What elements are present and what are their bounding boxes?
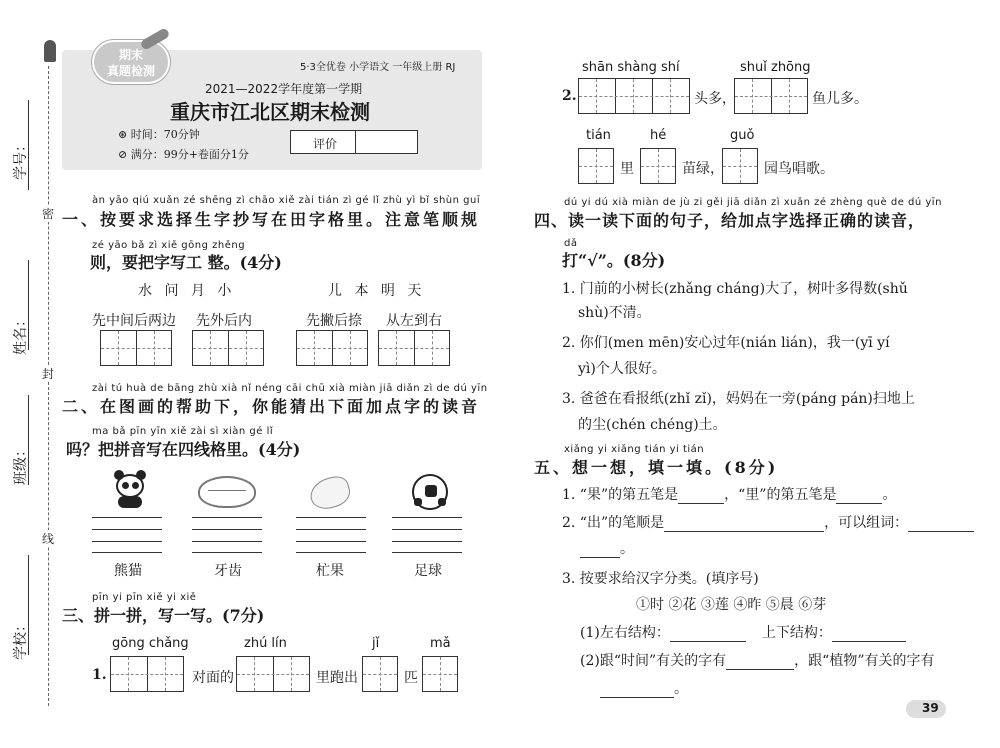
badge-line2: 真题检测 bbox=[106, 64, 155, 78]
tianzige-box[interactable] bbox=[378, 330, 450, 366]
answer-blank[interactable] bbox=[836, 490, 882, 504]
mango-icon bbox=[307, 473, 353, 512]
q3-r1-t3: 匹 bbox=[404, 670, 418, 686]
answer-blank[interactable] bbox=[678, 490, 724, 504]
q3-r3-t2: 苗绿， bbox=[682, 161, 724, 177]
rating-label: 评价 bbox=[313, 137, 338, 151]
q5-sub2-cont: 。 bbox=[600, 678, 688, 698]
check-icon: ⊘ bbox=[118, 148, 131, 161]
q5-sub2: (2)跟“时间”有关的字有 ，跟“植物”有关的字有 bbox=[580, 653, 935, 669]
tianzige-box[interactable] bbox=[100, 330, 172, 366]
four-line-grid[interactable] bbox=[92, 517, 162, 553]
tianzige-box[interactable] bbox=[640, 148, 676, 184]
q3-r1-t1: 对面的 bbox=[192, 670, 234, 686]
school-year: 2021—2022学年度第一学期 bbox=[205, 82, 363, 96]
q3-pinyin: pīn yi pīn xiě yi xiě bbox=[92, 592, 197, 603]
q5-line1: 1. “果”的第五笔是 ，“里”的第五笔是 。 bbox=[562, 487, 897, 503]
page-number-badge bbox=[906, 700, 946, 718]
q1-rule3: 先撇后捺 bbox=[306, 313, 362, 329]
q3-r3-t1: 里 bbox=[620, 161, 634, 177]
tianzige-box[interactable] bbox=[236, 656, 310, 692]
class-line bbox=[28, 395, 29, 485]
q3-title: 三、拼一拼，写一写。(7分) bbox=[62, 606, 265, 625]
answer-blank[interactable] bbox=[580, 544, 620, 558]
cut-line bbox=[48, 66, 49, 706]
q3-r2-t1: 头多， bbox=[694, 91, 736, 107]
answer-blank[interactable] bbox=[664, 518, 824, 532]
q2-label-panda: 熊猫 bbox=[114, 563, 142, 579]
series-label: 5·3全优卷 小学语文 一年级上册 RJ bbox=[300, 62, 456, 73]
q3-r3-py1: tián bbox=[586, 128, 611, 143]
q5-pinyin: xiǎng yi xiǎng tián yi tián bbox=[564, 444, 705, 455]
q2-title2: 吗？把拼音写在四线格里。(4分) bbox=[66, 440, 301, 459]
q5-line3: 3. 按要求给汉字分类。(填序号) bbox=[562, 571, 759, 587]
q2-pinyin2: ma bǎ pīn yīn xiě zài sì xiàn gé lǐ bbox=[92, 426, 274, 437]
q3-r1-t2: 里跑出 bbox=[316, 670, 358, 686]
q4-item2-cont[interactable]: yì)个人很好。 bbox=[578, 361, 666, 377]
q3-r3-py3: guǒ bbox=[730, 128, 755, 143]
q4-title2: 打“√”。(8分) bbox=[562, 251, 666, 270]
q1-pinyin: àn yāo qiú xuǎn zé shēng zì chāo xiě zài tián zì gé lǐ zhù yì bǐ shùn guī bbox=[92, 195, 481, 206]
q3-r1-py2: zhú lín bbox=[244, 636, 287, 651]
q2-pinyin: zài tú huà de bāng zhù xià nǐ néng cāi chū xià miàn jiā diǎn zì de dú yīn bbox=[92, 383, 488, 394]
seal-feng: 封 bbox=[42, 367, 55, 381]
tianzige-box[interactable] bbox=[192, 330, 264, 366]
q5-options: ①时 ②花 ③莲 ④昨 ⑤晨 ⑥芽 bbox=[636, 597, 827, 613]
tianzige-box[interactable] bbox=[296, 330, 368, 366]
q4-item3-cont[interactable]: 的尘(chén chéng)土。 bbox=[578, 417, 727, 433]
football-icon bbox=[412, 474, 448, 510]
answer-blank[interactable] bbox=[726, 656, 794, 670]
q3-r2-t2: 鱼儿多。 bbox=[812, 91, 868, 107]
tianzige-box[interactable] bbox=[110, 656, 184, 692]
four-line-grid[interactable] bbox=[296, 517, 366, 553]
q1-title2: 则，要把字写工 整。(4分) bbox=[90, 253, 282, 272]
q3-r3-py2: hé bbox=[650, 128, 667, 143]
student-id-line bbox=[28, 100, 29, 190]
q4-item1-cont[interactable]: shù)不清。 bbox=[578, 305, 651, 321]
q2-label-football: 足球 bbox=[414, 563, 442, 579]
name-label: 姓名： bbox=[13, 313, 29, 355]
q3-r2-num: 2. bbox=[562, 88, 577, 104]
tianzige-box[interactable] bbox=[422, 656, 458, 692]
q2-label-mango: 杧果 bbox=[316, 563, 344, 579]
answer-blank[interactable] bbox=[832, 628, 906, 642]
q2-title: 二、在图画的帮助下，你能猜出下面加点字的读音 bbox=[62, 397, 481, 416]
tianzige-box[interactable] bbox=[362, 656, 398, 692]
q1-chars-right: 儿 本 明 天 bbox=[328, 283, 422, 299]
tianzige-box[interactable] bbox=[722, 148, 758, 184]
q2-label-teeth: 牙齿 bbox=[214, 563, 242, 579]
q5-line2: 2. “出”的笔顺是 ，可以组词： bbox=[562, 512, 974, 532]
tianzige-box[interactable] bbox=[578, 78, 690, 114]
class-label: 班级： bbox=[13, 443, 29, 485]
q1-rule2: 先外后内 bbox=[196, 313, 252, 329]
name-line bbox=[28, 260, 29, 350]
teeth-icon bbox=[198, 476, 256, 508]
answer-blank[interactable] bbox=[600, 684, 674, 698]
seal-xian: 线 bbox=[42, 532, 55, 546]
q1-pinyin2: zé yāo bǎ zì xiě gōng zhěng bbox=[92, 240, 246, 251]
full-score: ⊘ 满分：99分+卷面分1分 bbox=[118, 148, 249, 161]
tianzige-box[interactable] bbox=[578, 148, 614, 184]
page-title: 重庆市江北区期末检测 bbox=[170, 100, 370, 124]
badge-line1: 期末 bbox=[118, 48, 143, 62]
q3-r2-py2: shuǐ zhōng bbox=[740, 60, 811, 75]
four-line-grid[interactable] bbox=[392, 517, 462, 553]
school-label: 学校： bbox=[13, 618, 29, 660]
q1-rule1: 先中间后两边 bbox=[92, 313, 176, 329]
page-number: 39 bbox=[922, 701, 939, 715]
clock-icon: ⊛ bbox=[118, 128, 131, 141]
q1-title: 一、按要求选择生字抄写在田字格里。注意笔顺规 bbox=[62, 210, 481, 229]
q4-pinyin2: dǎ bbox=[564, 238, 578, 249]
rocket-icon bbox=[44, 40, 56, 62]
time-limit: ⊛ 时间：70分钟 bbox=[118, 128, 200, 141]
q4-pinyin: dú yi dú xià miàn de jù zi gěi jiā diǎn zì xuǎn zé zhèng què de dú yīn bbox=[564, 197, 942, 208]
q5-sub1: (1)左右结构： 上下结构： bbox=[580, 622, 906, 642]
q4-item1[interactable]: 1. 门前的小树长(zhǎng cháng)大了，树叶多得数(shǔ bbox=[562, 281, 908, 297]
q4-title: 四、读一读下面的句子，给加点字选择正确的读音， bbox=[534, 211, 926, 230]
seal-mi: 密 bbox=[42, 207, 55, 221]
q3-r1-py3: jǐ bbox=[372, 636, 380, 651]
q4-item3[interactable]: 3. 爸爸在看报纸(zhǐ zǐ)，妈妈在一旁(páng pán)扫地上 bbox=[562, 391, 915, 407]
q3-r3-t3: 园鸟唱歌。 bbox=[764, 161, 834, 177]
school-line bbox=[28, 555, 29, 655]
q4-item2[interactable]: 2. 你们(men mēn)安心过年(nián lián)，我一(yī yí bbox=[562, 335, 890, 351]
q3-r1-py4: mǎ bbox=[430, 636, 451, 651]
four-line-grid[interactable] bbox=[192, 517, 262, 553]
rating-box[interactable] bbox=[290, 130, 418, 154]
q3-r1-py1: gōng chǎng bbox=[112, 636, 189, 651]
q1-rule4: 从左到右 bbox=[386, 313, 442, 329]
rating-divider bbox=[355, 131, 356, 153]
q5-title: 五、想一想，填一填。(8分) bbox=[534, 458, 779, 477]
tianzige-box[interactable] bbox=[734, 78, 808, 114]
badge bbox=[92, 40, 170, 84]
student-id-label: 学号： bbox=[13, 138, 29, 180]
q1-chars-left: 水 问 月 小 bbox=[138, 283, 232, 299]
panda-icon bbox=[112, 468, 148, 510]
q3-r2-py1: shān shàng shí bbox=[582, 60, 680, 75]
q3-r1-num: 1. bbox=[92, 667, 107, 683]
answer-blank[interactable] bbox=[908, 518, 974, 532]
q5-line2-cont: 。 bbox=[580, 538, 634, 558]
answer-blank[interactable] bbox=[670, 628, 746, 642]
